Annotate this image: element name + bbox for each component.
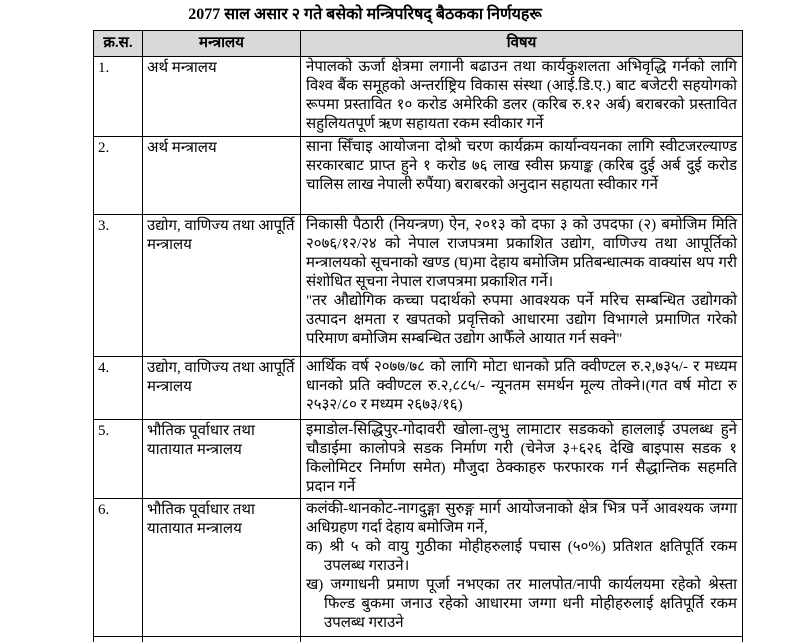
ministry-cell: उद्योग, वाणिज्य तथा आपूर्ति मन्त्रालय	[143, 357, 301, 420]
ministry-cell: भौतिक पूर्वाधार तथा यातायात मन्त्रालय	[143, 499, 301, 637]
subject-cell	[301, 215, 743, 357]
header-subject: विषय	[301, 31, 743, 57]
subject-paragraph: आर्थिक वर्ष २०७७/७८ को लागि मोटा धानको प्रति क्वीण्टल रु.२,७३५/- र मध्यम धानको प्रति क्वीण्टल रु.२,८८५/- न्यूनतम समर्थन मूल्य तोक्ने।(गत वर्ष मोटा रु २५३२/८० र मध्यम २६७३/१६)	[306, 359, 737, 413]
decisions-table	[93, 30, 743, 642]
serial-number-cell: 2.	[94, 137, 143, 215]
list-item-text: श्री ५ को वायु गुठीका मोहीहरुलाई पचास (५०%) प्रतिशत क्षतिपूर्ति रकम उपलब्ध गराउने।	[324, 539, 738, 574]
ministry-cell: अर्थ मन्त्रालय	[143, 57, 301, 137]
serial-number-cell: 6.	[94, 499, 143, 637]
serial-number-cell	[94, 637, 143, 642]
header-serial-number: क्र.स.	[94, 31, 143, 57]
subject-cell	[301, 420, 743, 499]
subject-cell	[301, 57, 743, 137]
subject-paragraph: कलंकी-थानकोट-नागदुङ्गा सुरुङ्ग मार्ग आयोजनाको क्षेत्र भित्र पर्ने आवश्यक जग्गा अधिग्रहण गर्दा देहाय बमोजिम गर्ने,	[306, 501, 737, 536]
table-row	[94, 637, 743, 642]
list-item-label: ख)	[306, 577, 324, 593]
serial-number-cell: 1.	[94, 57, 143, 137]
serial-number-cell: 4.	[94, 357, 143, 420]
ministry-cell	[143, 637, 301, 642]
list-item-text: जग्गाधनी प्रमाण पूर्जा नभएका तर मालपोत/नापी कार्यलयमा रहेको श्रेस्ता फिल्ड बुकमा जनाउ रहेको आधारमा जग्गा धनी मोहीहरुलाई क्षतिपूर्ति रकम उपलब्ध गराउने	[324, 577, 738, 631]
subject-paragraph: "तर औद्योगिक कच्चा पदार्थको रुपमा आवश्यक पर्ने मरिच सम्बन्धित उद्योगको उत्पादन क्षमता र खपतको प्रवृत्तिको आधारमा उद्योग विभागले प्रमाणित गरेको परिमाण बमोजिम सम्बन्धित उद्योग आफैँले आयात गर्न सक्ने"	[306, 293, 737, 347]
header-ministry: मन्त्रालय	[143, 31, 301, 57]
table-row	[94, 357, 743, 420]
subject-cell	[301, 137, 743, 215]
subject-paragraph: इमाडोल-सिद्धिपुर-गोदावरी खोला-लुभु लामाटार सडकको हाललाई उपलब्ध हुने चौडाईमा कालोपत्रे सडक निर्माण गरी (चेनेज ३+६२६ देखि बाइपास सडक १ किलोमिटर निर्माण समेत) मौजुदा ठेक्काहरु फरफारक गर्न सैद्धान्तिक सहमति प्रदान गर्ने	[306, 422, 737, 495]
subject-paragraph: साना सिँचाइ आयोजना दोश्रो चरण कार्यक्रम कार्यान्वयनका लागि स्वीटजरल्याण्ड सरकारबाट प्राप्त हुने १ करोड ७६ लाख स्वीस फ्रयाङ्क (करिब दुई अर्ब दुई करोड चालिस लाख नेपाली रुपैंया) बराबरको अनुदान सहायता स्वीकार गर्ने	[306, 139, 737, 193]
subject-cell	[301, 357, 743, 420]
ministry-cell: उद्योग, वाणिज्य तथा आपूर्ति मन्त्रालय	[143, 215, 301, 357]
table-row	[94, 215, 743, 357]
ministry-cell: अर्थ मन्त्रालय	[143, 137, 301, 215]
page-title: 2077 साल असार २ गते बसेको मन्त्रिपरिषद् बैठकका निर्णयहरू	[188, 6, 542, 23]
subject-cell	[301, 637, 743, 642]
subject-cell	[301, 499, 743, 637]
table-header-row	[94, 31, 743, 57]
subject-paragraph: नेपालको ऊर्जा क्षेत्रमा लगानी बढाउन तथा कार्यकुशलता अभिवृद्धि गर्नको लागि विश्व बैंक समूहको अन्तर्राष्ट्रिय विकास संस्था (आई.डि.ए.) बाट बजेटरी सहयोगको रूपमा प्रस्तावित १० करोड अमेरिकी डलर (करिब रु.१२ अर्ब) बराबरको प्रस्तावित सहुलियतपूर्ण ऋण सहायता रकम स्वीकार गर्ने	[306, 59, 737, 132]
subject-list-item	[306, 576, 737, 633]
ministry-cell: भौतिक पूर्वाधार तथा यातायात मन्त्रालय	[143, 420, 301, 499]
table-row	[94, 499, 743, 637]
subject-paragraph: निकासी पैठारी (नियन्त्रण) ऐन, २०१३ को दफा ३ को उपदफा (२) बमोजिम मिति २०७६/१२/२४ को नेपाल राजपत्रमा प्रकाशित उद्योग, वाणिज्य तथा आपूर्तिको मन्त्रालयको सूचनाको खण्ड (घ)मा देहाय बमोजिम प्रतिबन्धात्मक वाक्यांस थप गरी संशोधित सूचना नेपाल राजपत्रमा प्रकाशित गर्ने।	[306, 217, 737, 290]
serial-number-cell: 3.	[94, 215, 143, 357]
list-item-label: क)	[306, 539, 323, 555]
serial-number-cell: 5.	[94, 420, 143, 499]
table-row	[94, 57, 743, 137]
table-row	[94, 420, 743, 499]
subject-list-item	[306, 538, 737, 576]
table-row	[94, 137, 743, 215]
